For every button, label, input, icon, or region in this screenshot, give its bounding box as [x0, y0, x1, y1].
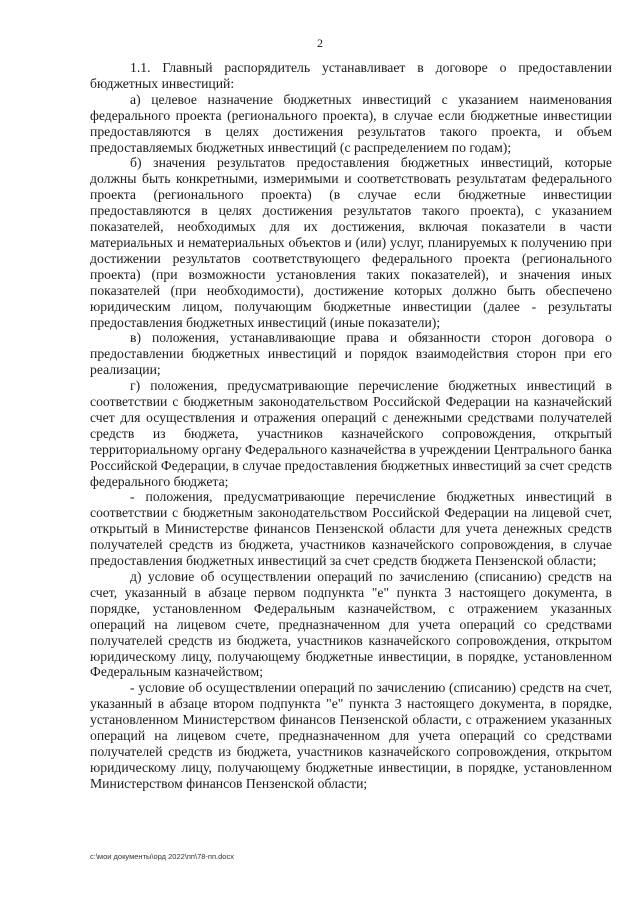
footer-file-path: c:\мои документы\орд 2022\пп\78-пп.docx — [90, 852, 234, 861]
paragraph-g-dash: - положения, предусматривающие перечисление бюджетных инвестиций в соответствии с бюджетным законодательством Российской Федерации на лицевой счет, открытый в Министерстве финансов Пензенской области для учета денежных средств получателей средств из бюджета, участников казначейского сопровождения, в случае предоставления бюджетных инвестиций за счет средств бюджета Пензенской области; — [90, 489, 612, 569]
paragraph-b: б) значения результатов предоставления бюджетных инвестиций, которые должны быть конкретными, измеримыми и соответствовать результатам федерального проекта (регионального проекта) (в случае если бюджетные инвестиции предоставляются в целях достижения результатов такого проекта), с указанием показателей, необходимых для их достижения, включая показатели в части материальных и нематериальных объектов и (или) услуг, планируемых к получению при достижении результатов соответствующего федерального проекта (регионального проекта) (при возможности установления таких показателей), и значения иных показателей (при необходимости), достижение которых должно быть обеспечено юридическим лицом, получающим бюджетные инвестиции (далее - результаты предоставления бюджетных инвестиций (иные показатели); — [90, 155, 612, 330]
paragraph-a: а) целевое назначение бюджетных инвестиций с указанием наименования федерального проекта (регионального проекта), в случае если бюджетные инвестиции предоставляются в целях достижения результатов такого проекта, и объем предоставляемых бюджетных инвестиций (с распределением по годам); — [90, 91, 612, 155]
paragraph-d-dash: - условие об осуществлении операций по зачислению (списанию) средств на счет, указанный в абзаце втором подпункта "е" пункта 3 настоящего документа, в порядке, установленном Министерством финансов Пензенской области, с отражением указанных операций на лицевом счете, предназначенном для учета операций со средствами получателей средств из бюджета, участников казначейского сопровождения, открытом юридическому лицу, получающему бюджетные инвестиции, в порядке, установленном Министерством финансов Пензенской области; — [90, 680, 612, 791]
paragraph-v: в) положения, устанавливающие права и обязанности сторон договора о предоставлении бюджетных инвестиций и порядок взаимодействия сторон при его реализации; — [90, 330, 612, 378]
paragraph-intro: 1.1. Главный распорядитель устанавливает в договоре о предоставлении бюджетных инвестиций: — [90, 60, 612, 91]
paragraph-d: д) условие об осуществлении операций по зачислению (списанию) средств на счет, указанный в абзаце первом подпункта "е" пункта 3 настоящего документа, в порядке, установленном Федеральным казначейством, с отражением указанных операций на лицевом счете, предназначенном для учета операций со средствами получателей средств из бюджета, участников казначейского сопровождения, открытом юридическому лицу, получающему бюджетные инвестиции, в порядке, установленном Федеральным казначейством; — [90, 569, 612, 680]
document-body — [90, 60, 612, 792]
page-number: 2 — [317, 36, 323, 50]
paragraph-g: г) положения, предусматривающие перечисление бюджетных инвестиций в соответствии с бюджетным законодательством Российской Федерации на казначейский счет для осуществления и отражения операций с денежными средствами получателей средств из бюджета, участников казначейского сопровождения, открытый территориальному органу Федерального казначейства в учреждении Центрального банка Российской Федерации, в случае предоставления бюджетных инвестиций за счет средств федерального бюджета; — [90, 378, 612, 489]
